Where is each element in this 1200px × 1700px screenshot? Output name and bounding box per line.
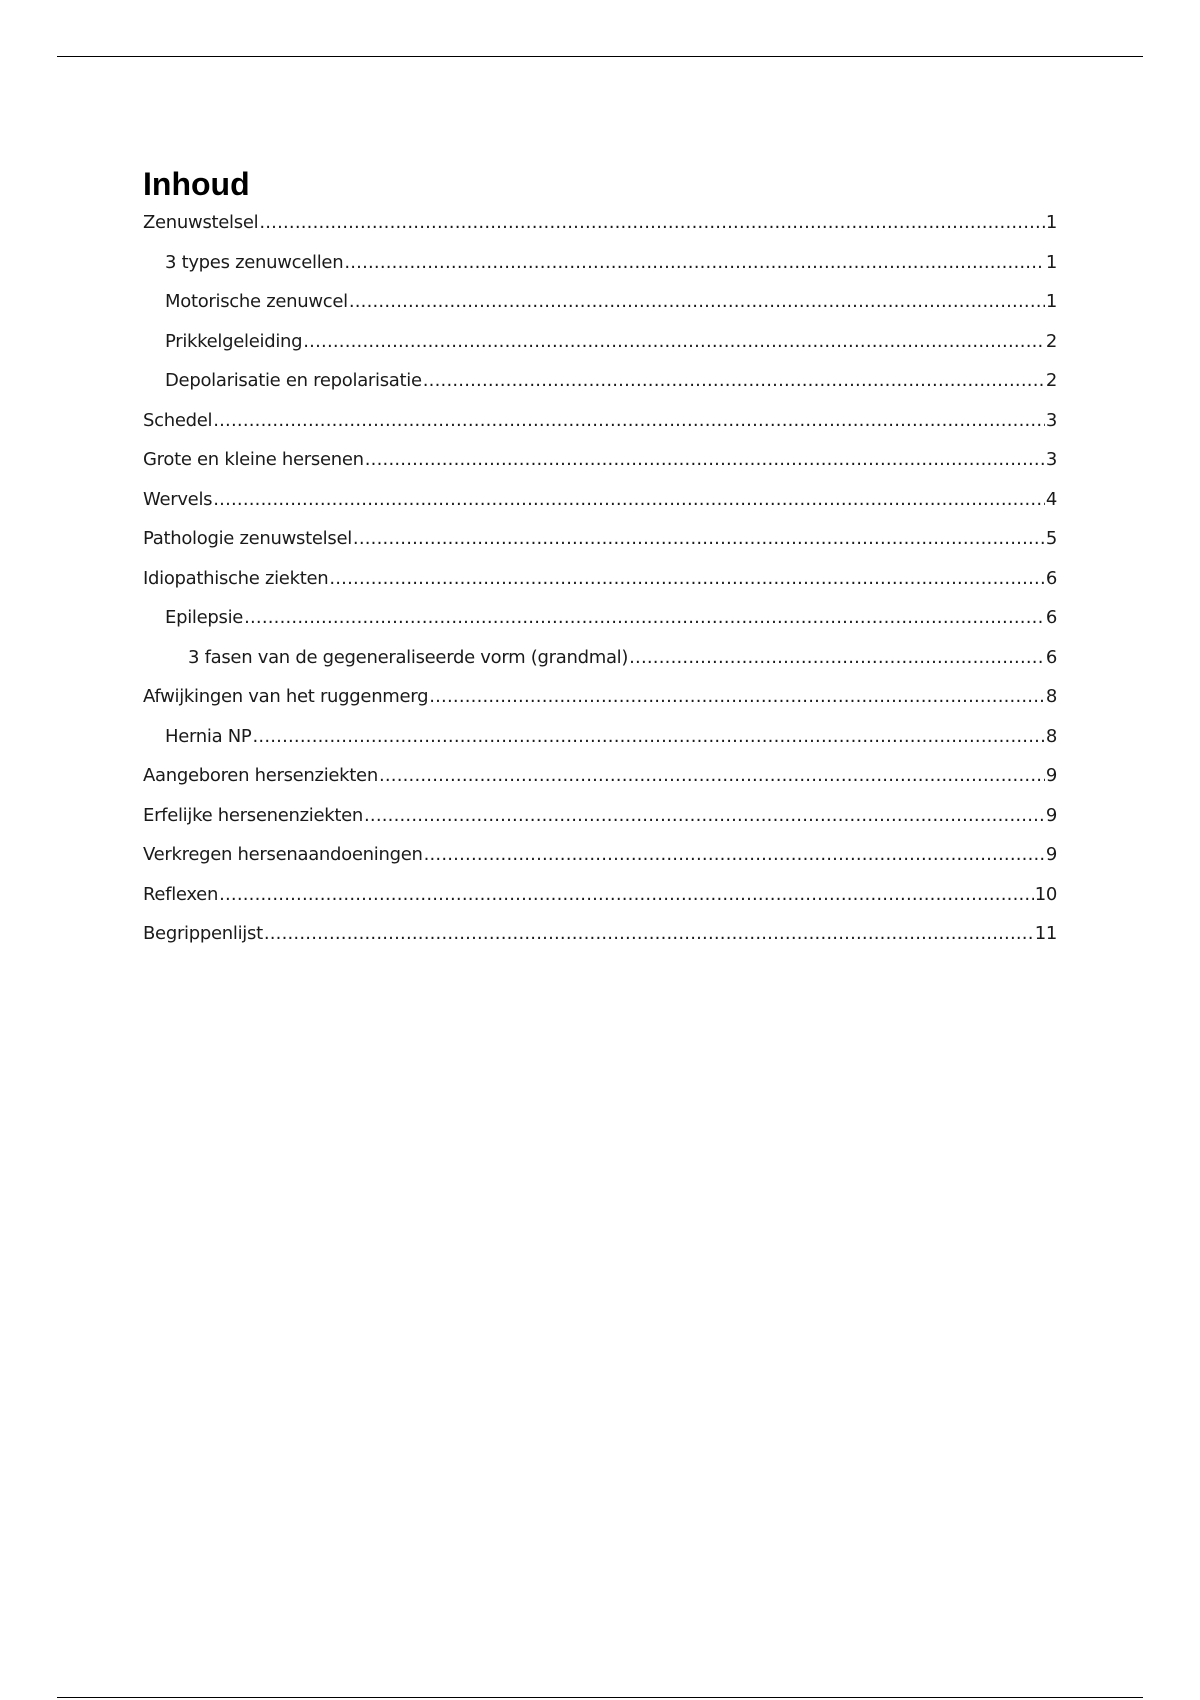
- toc-entry[interactable]: [143, 607, 1057, 647]
- toc-dot-leader: [379, 765, 1045, 786]
- header-rule: [57, 56, 1143, 57]
- toc-entry-page: 6: [1045, 646, 1057, 668]
- toc-entry-text: Aangeboren hersenziekten: [143, 765, 378, 786]
- toc-entry[interactable]: [143, 370, 1057, 410]
- toc-entry-text: Reflexen: [143, 883, 219, 905]
- toc-entry-page: 9: [1045, 765, 1057, 786]
- toc-entry-text: 3 fasen van de gegeneraliseerde vorm (grandmal): [188, 646, 629, 668]
- toc-dot-leader: [364, 805, 1045, 826]
- toc-entry[interactable]: [143, 568, 1057, 608]
- toc-dot-leader: [349, 291, 1045, 312]
- toc-entry-page: 10: [1034, 883, 1057, 905]
- toc-entry-text: Hernia NP: [165, 725, 252, 747]
- toc-entry[interactable]: [143, 449, 1057, 489]
- toc-dot-leader: [252, 726, 1044, 747]
- toc-entry[interactable]: [143, 528, 1057, 568]
- toc-entry-page: 1: [1045, 251, 1057, 273]
- toc-entry[interactable]: [143, 410, 1057, 450]
- toc-entry-page: 5: [1045, 528, 1057, 549]
- toc-entry-text: Verkregen hersenaandoeningen: [143, 844, 423, 865]
- toc-entry-text: Motorische zenuwcel: [165, 291, 348, 312]
- toc-entry[interactable]: [143, 726, 1057, 766]
- toc-entry-page: 8: [1045, 725, 1057, 747]
- toc-dot-leader: [219, 884, 1034, 905]
- toc-entry-text: Schedel: [143, 409, 213, 431]
- toc-entry-page: 1: [1045, 212, 1057, 233]
- toc-entry-page: 4: [1045, 488, 1057, 510]
- table-of-contents: [143, 162, 1057, 963]
- toc-entry-text: Epilepsie: [165, 607, 244, 628]
- toc-entry-page: 11: [1034, 923, 1057, 944]
- toc-entry-text: Afwijkingen van het ruggenmerg: [143, 686, 429, 707]
- toc-entry-page: 9: [1045, 804, 1057, 826]
- toc-dot-leader: [429, 686, 1045, 707]
- toc-entry-text: Grote en kleine hersenen: [143, 449, 364, 470]
- toc-entry-page: 1: [1045, 291, 1057, 312]
- toc-dot-leader: [244, 607, 1045, 628]
- toc-entry-text: 3 types zenuwcellen: [165, 251, 344, 273]
- toc-dot-leader: [259, 212, 1045, 233]
- toc-dot-leader: [353, 528, 1045, 549]
- toc-dot-leader: [303, 331, 1045, 352]
- toc-dot-leader: [213, 410, 1045, 431]
- toc-entry-page: 6: [1045, 567, 1057, 589]
- toc-entry[interactable]: [143, 212, 1057, 252]
- toc-dot-leader: [423, 370, 1045, 391]
- toc-entry[interactable]: [143, 805, 1057, 845]
- toc-dot-leader: [629, 647, 1045, 668]
- toc-entry-page: 6: [1045, 607, 1057, 628]
- toc-entry-text: Pathologie zenuwstelsel: [143, 528, 352, 549]
- footer-rule: [57, 1697, 1143, 1698]
- toc-entries: [143, 212, 1057, 963]
- toc-entry-page: 9: [1045, 844, 1057, 865]
- toc-dot-leader: [329, 568, 1045, 589]
- toc-entry[interactable]: [143, 844, 1057, 884]
- toc-dot-leader: [365, 449, 1045, 470]
- toc-entry[interactable]: [143, 489, 1057, 529]
- toc-entry-text: Erfelijke hersenenziekten: [143, 804, 363, 826]
- toc-entry[interactable]: [143, 252, 1057, 292]
- toc-dot-leader: [264, 923, 1034, 944]
- toc-entry-text: Depolarisatie en repolarisatie: [165, 370, 422, 391]
- toc-entry[interactable]: [143, 923, 1057, 963]
- toc-entry-page: 3: [1045, 449, 1057, 470]
- toc-entry[interactable]: [143, 765, 1057, 805]
- toc-entry[interactable]: [143, 291, 1057, 331]
- toc-entry-text: Prikkelgeleiding: [165, 330, 303, 352]
- toc-dot-leader: [344, 252, 1045, 273]
- toc-entry-text: Begrippenlijst: [143, 923, 263, 944]
- toc-dot-leader: [213, 489, 1045, 510]
- toc-entry[interactable]: [143, 686, 1057, 726]
- toc-entry-page: 3: [1045, 409, 1057, 431]
- toc-entry-page: 8: [1045, 686, 1057, 707]
- toc-entry[interactable]: [143, 884, 1057, 924]
- toc-entry-page: 2: [1045, 330, 1057, 352]
- toc-entry-text: Wervels: [143, 488, 213, 510]
- toc-title: Inhoud: [143, 166, 250, 202]
- toc-entry-text: Idiopathische ziekten: [143, 567, 329, 589]
- toc-entry[interactable]: [143, 647, 1057, 687]
- toc-entry-text: Zenuwstelsel: [143, 212, 259, 233]
- toc-dot-leader: [424, 844, 1045, 865]
- toc-entry[interactable]: [143, 331, 1057, 371]
- toc-entry-page: 2: [1045, 370, 1057, 391]
